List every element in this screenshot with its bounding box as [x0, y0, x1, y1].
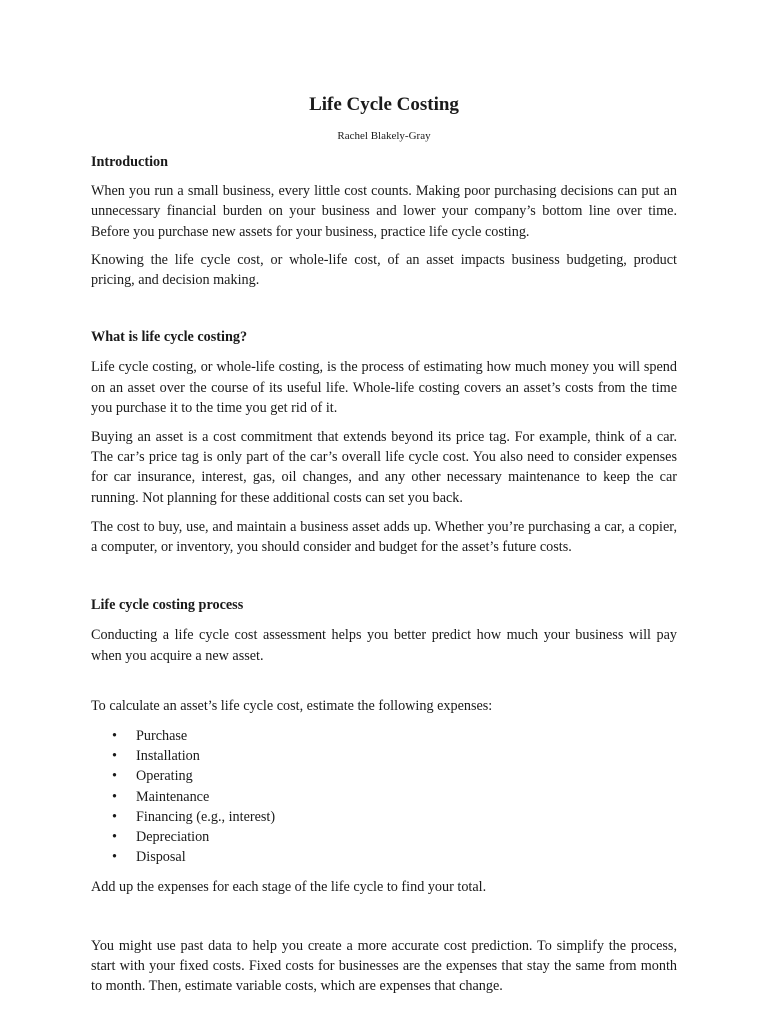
list-item-label: Disposal [136, 849, 186, 866]
paragraph-process-4: You might use past data to help you create a more accurate cost prediction. To simplify the process, start with your fixed costs. Fixed costs for businesses are the expenses that stay the same from month to month. Then, estimate variable costs, which are expenses that change. [91, 937, 677, 995]
heading-introduction: Introduction [91, 154, 168, 170]
paragraph-what-is-1: Life cycle costing, or whole-life costing, is the process of estimating how much money you will spend on an asset over the course of its useful life. Whole-life costing covers an asset’s costs from the time you purchase it to the time you get rid of it. [91, 359, 677, 416]
bullet-glyph: • [112, 849, 117, 866]
heading-process: Life cycle costing process [91, 597, 244, 614]
expense-list [91, 726, 677, 867]
paragraph-process-2: To calculate an asset’s life cycle cost, estimate the following expenses: [91, 697, 493, 714]
list-item [91, 847, 677, 867]
paragraph-intro-2: Knowing the life cycle cost, or whole-life cost, of an asset impacts business budgeting, product pricing, and decision making. [91, 251, 677, 289]
list-item-label: Installation [136, 748, 200, 765]
heading-what-is: What is life cycle costing? [91, 329, 248, 346]
list-item-label: Operating [136, 768, 193, 785]
document-body [91, 152, 677, 996]
list-item [91, 807, 677, 827]
bullet-glyph: • [112, 808, 117, 825]
list-item [91, 827, 677, 847]
list-item-label: Financing (e.g., interest) [136, 808, 276, 825]
bullet-glyph: • [112, 748, 117, 765]
paragraph-process-1: Conducting a life cycle cost assessment helps you better predict how much your business will pay when you acquire a new asset. [91, 627, 677, 664]
bullet-glyph: • [112, 728, 117, 745]
bullet-glyph: • [112, 768, 117, 785]
list-item-label: Maintenance [136, 788, 210, 805]
bullet-glyph: • [112, 829, 117, 846]
paragraph-what-is-3: The cost to buy, use, and maintain a business asset adds up. Whether you’re purchasing a car, a copier, a computer, or inventory, you should consider and budget for the asset’s future costs. [91, 518, 677, 556]
list-item-label: Purchase [136, 728, 188, 745]
list-item [91, 766, 677, 786]
paragraph-process-3: Add up the expenses for each stage of the life cycle to find your total. [91, 879, 487, 896]
list-item [91, 787, 677, 807]
paragraph-what-is-2: Buying an asset is a cost commitment that extends beyond its price tag. For example, think of a car. The car’s price tag is only part of the car’s overall life cycle cost. You also need to consider expenses for car insurance, interest, gas, oil changes, and any other necessary maintenance to keep the car running. Not planning for these additional costs can set you back. [91, 429, 677, 506]
list-item [91, 726, 677, 746]
document-author: Rachel Blakely-Gray [337, 130, 431, 142]
document-title: Life Cycle Costing [309, 94, 459, 115]
bullet-glyph: • [112, 788, 117, 805]
list-item-label: Depreciation [136, 829, 210, 846]
paragraph-intro-1: When you run a small business, every little cost counts. Making poor purchasing decisions can put an unnecessary financial burden on your business and lower your company’s bottom line over time. Before you purchase new assets for your business, practice life cycle costing. [91, 183, 677, 240]
list-item [91, 746, 677, 766]
